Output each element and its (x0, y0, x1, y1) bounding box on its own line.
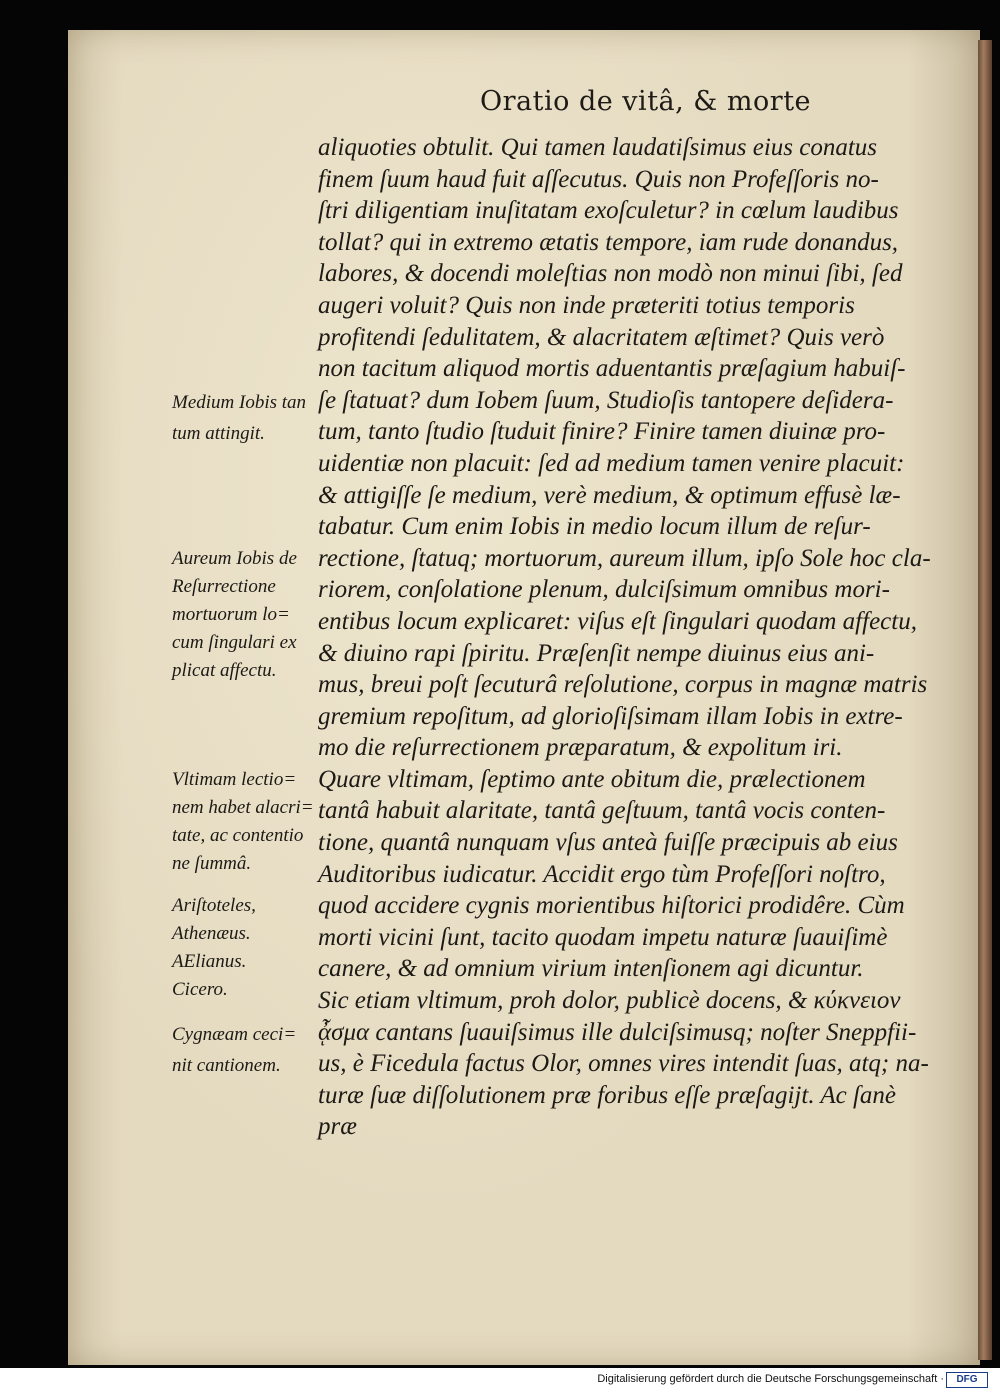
text-line: ᾆσμα cantans ſuauiſsimus ille dulciſsimusq; noſter Sneppfii- (318, 1018, 917, 1046)
text-line: tum, tanto ſtudio ſtuduit finire? Finire tamen diuinæ pro- (318, 418, 886, 446)
text-line: tione, quantâ nunquam vſus anteà fuiſſe præcipuis ab eius (318, 829, 898, 857)
margin-note-line: AElianus. (172, 951, 247, 973)
text-line: aliquoties obtulit. Qui tamen laudatiſsimus eius conatus (318, 134, 878, 161)
text-line: & attigiſſe ſe medium, verè medium, & optimum effusè læ- (318, 481, 901, 509)
text-line: tabatur. Cum enim Iobis in medio locum illum de reſur- (318, 513, 871, 541)
text-line: turæ ſuæ diſſolutionem præ foribus eſſe præſagijt. Ac ſanè (318, 1081, 897, 1109)
text-line: non tacitum aliquod mortis aduentantis præſagium habuiſ- (318, 355, 906, 383)
dfg-logo: DFG (946, 1372, 988, 1388)
text-line: præ (318, 1113, 357, 1141)
margin-note-line: tate, ac contentio (172, 825, 304, 846)
text-line: profitendi ſedulitatem, & alacritatem æſtimet? Quis verò (318, 323, 885, 351)
margin-note-line: Athenæus. (172, 923, 251, 945)
margin-note (172, 387, 322, 450)
margin-note (172, 1019, 322, 1082)
margin-note-line: Reſurrectione (172, 575, 276, 597)
main-text-block (318, 132, 963, 1143)
text-line: finem ſuum haud fuit aſſecutus. Quis non Profeſſoris no- (318, 165, 879, 193)
text-line: mo die reſurrectionem præparatum, & expolitum iri. (318, 734, 843, 762)
margin-note-line: plicat affectu. (172, 659, 277, 681)
footer-credit: Digitalisierung gefördert durch die Deutsche Forschungsgemeinschaft · (597, 1373, 944, 1385)
text-line: rectione, ſtatuq; mortuorum, aureum illum, ipſo Sole hoc cla- (318, 544, 931, 572)
margin-note-line: nem habet alacri= (172, 797, 314, 818)
margin-note-line: mortuorum lo= (172, 603, 290, 625)
margin-note-line: Medium Iobis tan (172, 391, 307, 413)
running-head: Oratio de vitâ, & morte (480, 86, 812, 117)
text-line: mus, breui poſt ſecuturâ reſolutione, corpus in magnæ matris (318, 671, 928, 699)
text-line: labores, & docendi moleſtias non modò non minui ſibi, ſed (318, 260, 903, 288)
text-line: morti vicini ſunt, tacito quodam impetu naturæ ſuauiſimè (318, 923, 888, 951)
margin-note-line: nit cantionem. (172, 1055, 281, 1077)
margin-note-line: Vltimam lectio= (172, 769, 297, 790)
margin-note-line: tum attingit. (172, 423, 265, 445)
margin-note-line: Ariſtoteles, (172, 895, 256, 917)
text-line: riorem, conſolatione plenum, dulciſsimum omnibus mori- (318, 576, 890, 604)
text-line: & diuino rapi ſpiritu. Præſenſit nempe diuinus eius ani- (318, 639, 875, 667)
margin-note (172, 545, 322, 685)
text-line: quod accidere cygnis morientibus hiſtorici prodidêre. Cùm (318, 892, 905, 920)
text-line: augeri voluit? Quis non inde præteriti totius temporis (318, 291, 855, 319)
margin-note (172, 892, 322, 1004)
text-line: Sic etiam vltimum, proh dolor, publicè docens, & κύκνειον (318, 987, 901, 1015)
book-edge (978, 40, 992, 1360)
text-line: ſe ſtatuat? dum Iobem ſuum, Studioſis tantopere deſidera- (318, 386, 894, 414)
text-line: entibus locum explicaret: viſus eſt ſingulari quodam affectu, (318, 607, 917, 635)
text-line: ſtri diligentiam inuſitatam exoſculetur? in cœlum laudibus (318, 197, 899, 225)
text-line: gremium repoſitum, ad glorioſiſsimam illam Iobis in extre- (318, 702, 903, 730)
text-line: uidentiæ non placuit: ſed ad medium tamen venire placuit: (318, 449, 905, 477)
margin-note-line: Cygnæam ceci= (172, 1023, 297, 1045)
text-line: Auditoribus iudicatur. Accidit ergo tùm Profeſſori noſtro, (318, 860, 886, 888)
text-line: us, è Ficedula factus Olor, omnes vires intendit ſuas, atq; na- (318, 1050, 929, 1078)
margin-note (172, 766, 322, 878)
text-line: tollat? qui in extremo ætatis tempore, iam rude donandus, (318, 228, 899, 256)
margin-note-line: Cicero. (172, 979, 228, 1001)
text-line: canere, & ad omnium virium intenſionem agi dicuntur. (318, 955, 864, 983)
text-line: Quare vltimam, ſeptimo ante obitum die, prælectionem (318, 765, 866, 793)
margin-note-line: Aureum Iobis de (172, 547, 297, 569)
text-line: tantâ habuit alaritate, tantâ geſtuum, tantâ vocis conten- (318, 797, 886, 825)
margin-note-line: cum ſingulari ex (172, 631, 297, 653)
margin-note-line: ne ſummâ. (172, 853, 252, 874)
